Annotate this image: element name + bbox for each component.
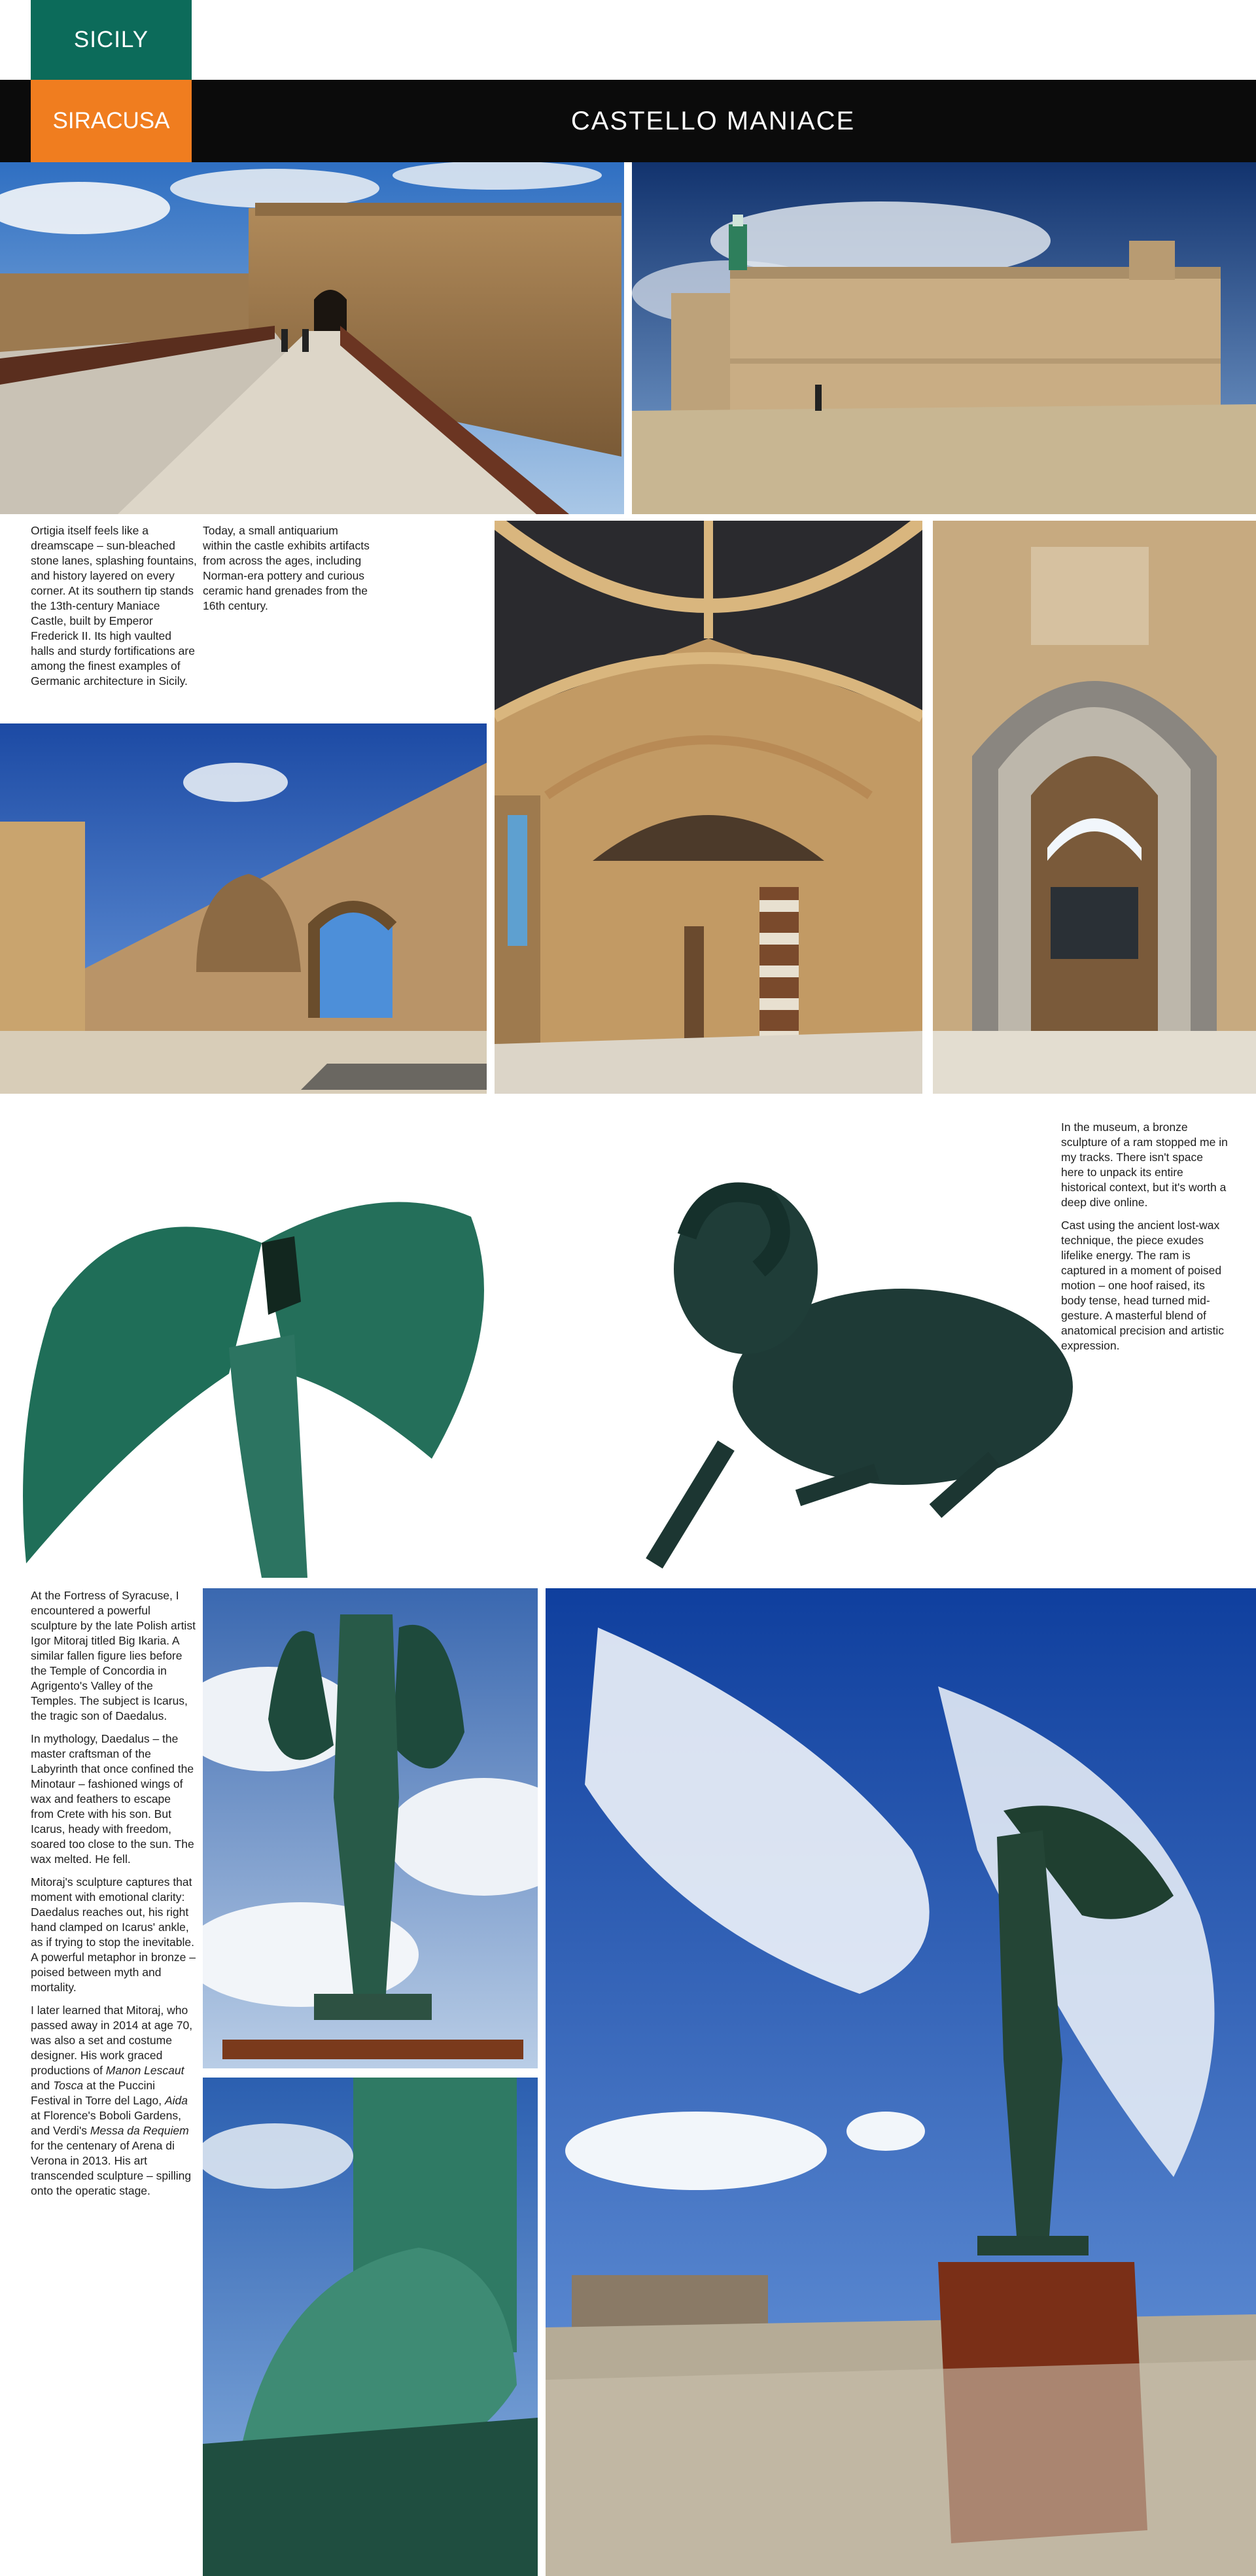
ram-text-col	[1061, 1120, 1229, 1361]
page-title: CASTELLO MANIACE	[570, 106, 856, 135]
p4-text-a: I later learned that Mitoraj, who passed away in 2014 at age 70, was also a set and costume designer. His work graced productions of	[31, 2004, 193, 2077]
icarus-statue-photo	[203, 1588, 538, 2068]
courtyard-arches-photo	[0, 723, 487, 1094]
ram-paragraph-2: Cast using the ancient lost-wax technique, the piece exudes lifelike energy. The ram is captured in a moment of poised motion – one hoof raised, its body tense, head turned mid-gesture. A masterful blend of anatomical precision and artistic expression.	[1061, 1219, 1225, 1352]
icarus-paragraph-4	[31, 2003, 196, 2199]
icarus-fortress-photo	[546, 1588, 1256, 2576]
gothic-portal-photo	[933, 521, 1256, 1094]
opera-title-aida: Aida	[164, 2094, 188, 2107]
bronze-hand-detail-photo	[203, 2078, 538, 2576]
castle-lighthouse-photo	[632, 162, 1256, 514]
icarus-paragraph-1: At the Fortress of Syracuse, I encountered a powerful sculpture by the late Polish artist Igor Mitoraj titled Big Ikaria. A similar fallen figure lies before the Temple of Concordia in Agrigento's Valley of the Temples. The subject is Icarus, the tragic son of Daedalus.	[31, 1589, 196, 1722]
icarus-paragraph-2: In mythology, Daedalus – the master craftsman of the Labyrinth that once confined the Minotaur – fashioned wings of wax and feathers to escape from Crete with his son. But Icarus, heady with freedom, soared too close to the sun. The wax melted. He fell.	[31, 1732, 194, 1866]
intro-paragraph-1: Ortigia itself feels like a dreamscape – sun-bleached stone lanes, splashing fountains, and history layered on every corner. At its southern tip stands the 13th-century Maniace Castle, built by Emperor Frederick II. Its high vaulted halls and sturdy fortifications are among the finest examples of Germanic architecture in Sicily.	[31, 524, 197, 688]
region-tab: SICILY	[31, 0, 192, 80]
p4-text-d: at Florence's Boboli Gardens, and Verdi's	[31, 2109, 181, 2137]
ram-paragraph-1: In the museum, a bronze sculpture of a ram stopped me in my tracks. There isn't space here to unpack its entire historical context, but it's worth a deep dive online.	[1061, 1121, 1228, 1209]
p4-text-c: at the Puccini Festival in Torre del Lago,	[31, 2079, 165, 2107]
bronze-ram-photo	[628, 1171, 1079, 1576]
opera-title-manon: Manon Lescaut	[105, 2064, 184, 2077]
opera-title-requiem: Messa da Requiem	[90, 2124, 189, 2137]
p4-text-b: and	[31, 2079, 54, 2092]
icarus-paragraph-3: Mitoraj's sculpture captures that moment with emotional clarity: Daedalus reaches out, his right hand clamped on Icarus' ankle, as if trying to stop the inevitable. A powerful metaphor in bronze – poised between myth and mortality.	[31, 1875, 196, 1994]
intro-paragraph-2: Today, a small antiquarium within the castle exhibits artifacts from across the ages, including Norman-era pottery and curious ceramic hand grenades from the 16th century.	[203, 524, 370, 612]
p4-text-e: for the centenary of Arena di Verona in 2013. His art transcended sculpture – spilling onto the operatic stage.	[31, 2139, 192, 2197]
winged-torso-photo	[13, 1177, 510, 1578]
intro-text-col-1	[31, 523, 198, 697]
castle-bridge-photo	[0, 162, 624, 514]
intro-text-col-2	[203, 523, 370, 621]
opera-title-tosca: Tosca	[53, 2079, 84, 2092]
city-tab: SIRACUSA	[31, 80, 192, 162]
icarus-text-col	[31, 1588, 196, 2206]
vaulted-hall-photo	[495, 521, 922, 1094]
